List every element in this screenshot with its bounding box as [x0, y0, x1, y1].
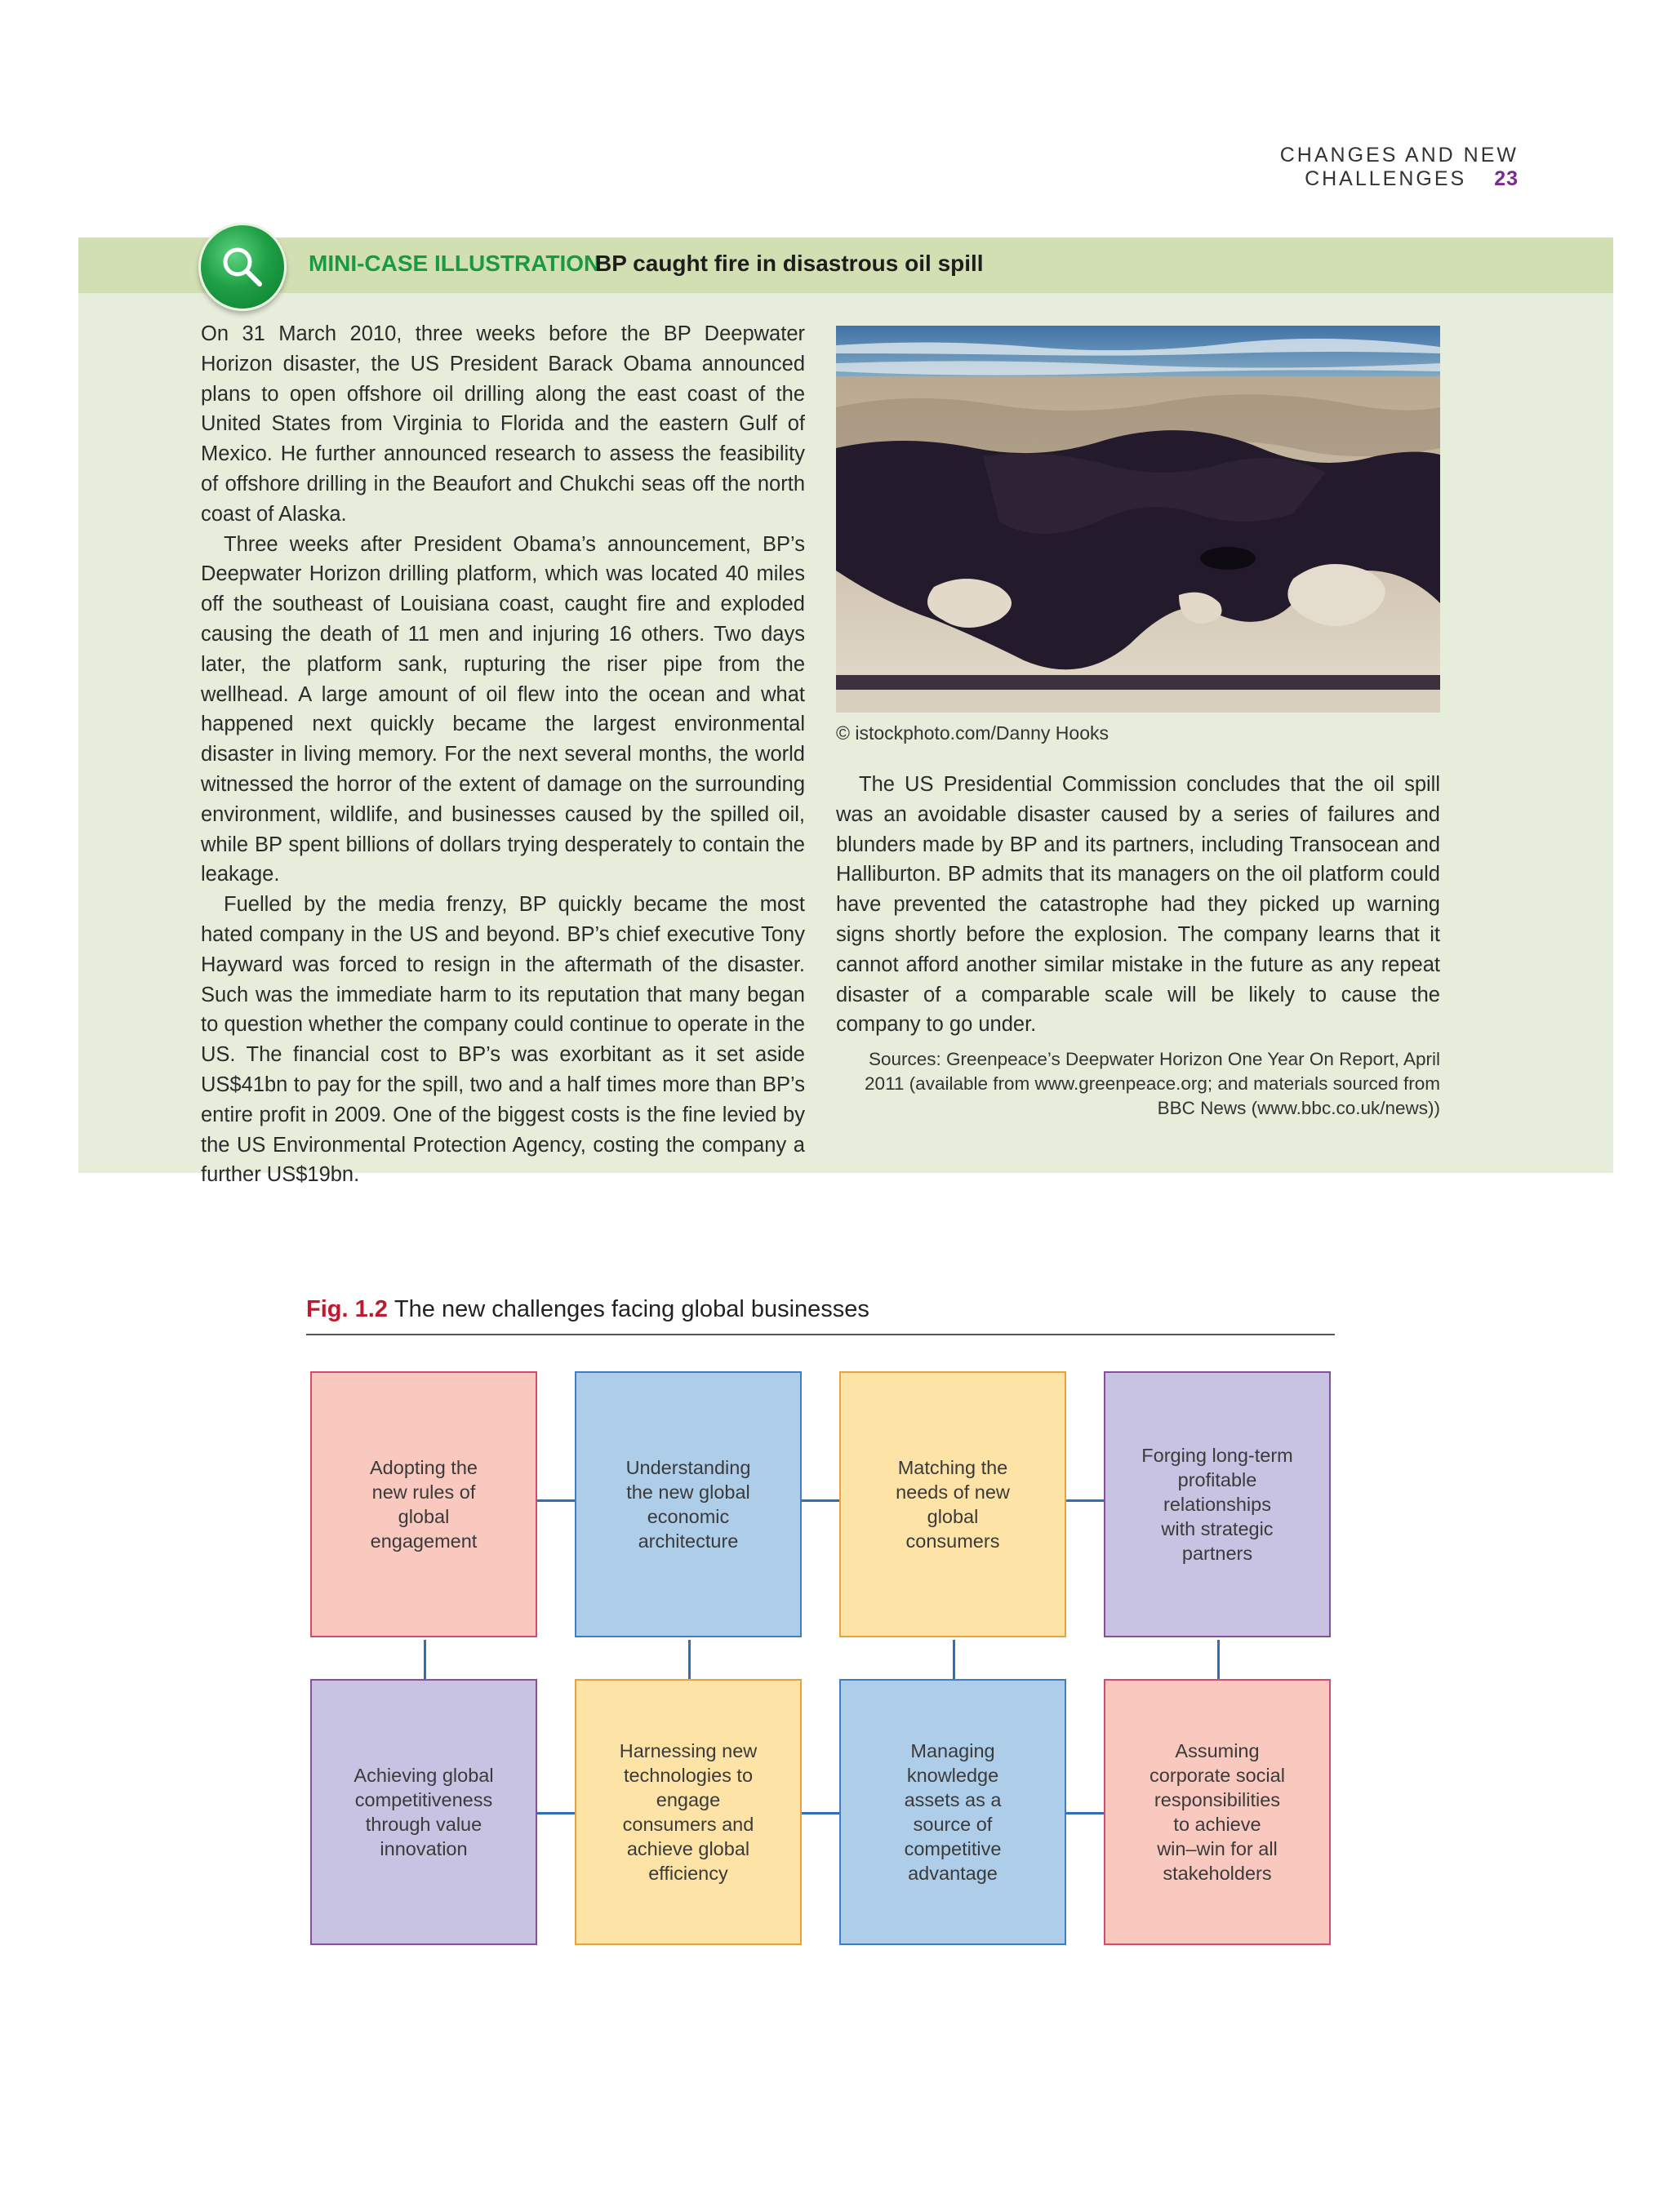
figure-title	[306, 1296, 869, 1323]
section-title: CHANGES AND NEW CHALLENGES	[1279, 144, 1519, 190]
connector-line	[953, 1640, 955, 1679]
connector-line	[537, 1499, 575, 1502]
connector-line	[424, 1640, 426, 1679]
challenge-box: Adopting the new rules of global engagement	[310, 1371, 537, 1637]
mini-case-box	[78, 238, 1613, 1187]
paragraph: Three weeks after President Obama’s announcement, BP’s Deepwater Horizon drilling platform, which was located 40 miles off the southeast of Louisiana coast, caught fire and exploded causing the death of 11 men and injuring 16 others. Two days later, the platform sank, rupturing the riser pipe from the wellhead. A large amount of oil flew into the ocean and what happened next quickly became the largest environmental disaster in living memory. For the next several months, the world witnessed the horror of the extent of damage on the surrounding environment, wildlife, and businesses caused by the spilled oil, while BP spent billions of dollars trying desperately to contain the leakage.	[201, 532, 805, 886]
running-head	[1061, 144, 1519, 190]
challenge-box: Achieving global competitiveness through value innovation	[310, 1679, 537, 1945]
connector-line	[1066, 1499, 1104, 1502]
challenge-box: Understanding the new global economic architecture	[575, 1371, 802, 1637]
mini-case-label: MINI-CASE ILLUSTRATION	[309, 251, 601, 276]
mini-case-title: BP caught fire in disastrous oil spill	[595, 251, 984, 276]
connector-line	[802, 1812, 839, 1814]
mini-case-header	[78, 238, 1613, 293]
paragraph: Fuelled by the media frenzy, BP quickly became the most hated company in the US and beyond. BP’s chief executive Tony Hayward was forced to resign in the aftermath of the disaster. Such was the immediate harm to its reputation that many began to question whether the company could continue to operate in the US. The financial cost to BP’s was exorbitant as it set aside US$41bn to pay for the spill, two and a half times more than BP’s entire profit in 2009. One of the biggest costs is the fine levied by the US Environmental Protection Agency, costing the company a further US$19bn.	[201, 893, 805, 1187]
left-column	[201, 319, 805, 1190]
challenge-box: Forging long-term profitable relationships with strategic partners	[1104, 1371, 1331, 1637]
figure-caption: The new challenges facing global businesses	[394, 1296, 869, 1322]
challenge-box: Assuming corporate social responsibilities to achieve win–win for all stakeholders	[1104, 1679, 1331, 1945]
sources-note: Sources: Greenpeace’s Deepwater Horizon One Year On Report, April 2011 (available from www.greenpeace.org; and materials sourced from BBC News (www.bbc.co.uk/news))	[865, 1049, 1440, 1118]
connector-line	[688, 1640, 691, 1679]
photo-credit: © istockphoto.com/Danny Hooks	[836, 722, 1109, 744]
connector-line	[802, 1499, 839, 1502]
magnifier-icon	[198, 223, 287, 311]
connector-line	[1066, 1812, 1104, 1814]
figure-number: Fig. 1.2	[306, 1296, 388, 1322]
paragraph: The US Presidential Commission concludes that the oil spill was an avoidable disaster caused by a series of failures and blunders made by BP and its partners, including Transocean and Halliburton. BP admits that its managers on the oil platform could have prevented the catastrophe had they picked up warning signs shortly before the explosion. The company learns that it cannot afford another similar mistake in the future as any repeat disaster of a comparable scale will be likely to cause the company to go under.	[836, 773, 1440, 1037]
challenge-box: Harnessing new technologies to engage consumers and achieve global efficiency	[575, 1679, 802, 1945]
challenge-box: Managing knowledge assets as a source of competitive advantage	[839, 1679, 1066, 1945]
challenge-box: Matching the needs of new global consumers	[839, 1371, 1066, 1637]
figure-rule	[306, 1334, 1335, 1335]
connector-line	[537, 1812, 575, 1814]
paragraph: On 31 March 2010, three weeks before the BP Deepwater Horizon disaster, the US President Barack Obama announced plans to open offshore oil drilling along the east coast of the United States from Virginia to Florida and the eastern Gulf of Mexico. He further announced research to assess the feasibility of offshore drilling in the Beaufort and Chukchi seas off the north coast of Alaska.	[201, 322, 805, 526]
right-column	[836, 770, 1440, 1040]
page-number: 23	[1494, 167, 1519, 190]
connector-line	[1217, 1640, 1220, 1679]
oil-spill-photo	[836, 326, 1440, 713]
